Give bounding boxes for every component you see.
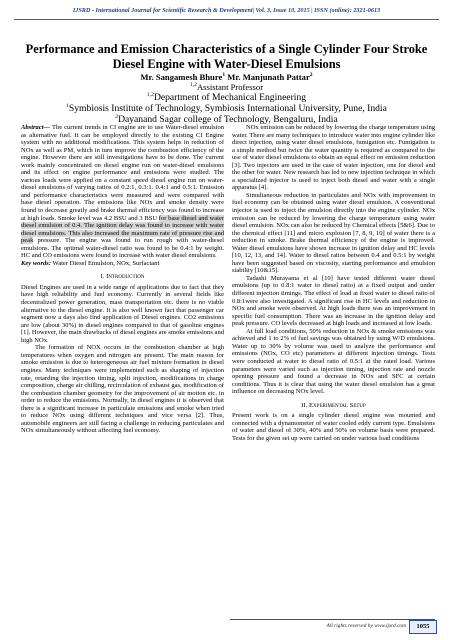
department-line	[20, 92, 433, 103]
author-2-sup: 2	[309, 72, 313, 79]
intro-paragraph-2: The formation of NOX occurs in the combustion chamber at high temperatures when oxygen and nitrogen are present. The main reason for smoke emission is due to heterogeneous air fuel mixture formation in diesel engines. Many techniques were implemented such as shaping of injection rate, retarding the injection timing, split injection, modifications in charge composition, charge air chilling, recirculation of exhaust gas, modification of the combustion chamber geometry for the improvement of air motion etc. in order to reduce the emissions. Normally, in diesel engines it is observed that there is a significant increase in particulate emissions and smoke when tried to reduce NOx using different techniques and vice versa [2]. Thus, automobile engineers are still facing a challenge in reducing particulates and NOx simultaneously without affecting fuel economy.	[21, 344, 224, 435]
institution-2-sup: 2	[115, 113, 119, 120]
abstract	[21, 124, 224, 260]
footer-divider	[230, 619, 435, 620]
page-footer	[0, 616, 453, 640]
department: Department of Mechanical Engineering	[153, 92, 307, 103]
body-paragraph-4: At full load conditions, 50% reduction in NOx & smoke emissions was achieved and 1 to 2% of fuel savings was obtained by using W/D emulsions. Water up to 30% by volume was used to analyze the performance and emissions (NOx, CO etc) parameters at different injection timings. Tests were conducted at water to diesel ratio of 0.5:1 at the rated load. Various parameters were varied such as injection timing, injection rate and nozzle opening pressure and found a decrease in NOx and SFC at certain conditions. Thus it is clear that using the water diesel emulsion has a great influence on decreasing NOx level.	[232, 327, 435, 396]
abstract-label: Abstract—	[21, 124, 51, 131]
abstract-text-b: pressure. The engine was found to run rough with water-diesel emulsions. The optimal water-diesel ratio was found to be 0.4:1 by weight. HC and CO emissions were found to increase with water diesel emulsions.	[21, 237, 224, 260]
designation: Assistant Professor	[196, 82, 264, 92]
author-line	[20, 72, 433, 82]
paper-title: Performance and Emission Characteristics of a Single Cylinder Four Stroke Diesel Engine with Water-Diesel Emulsions	[25, 42, 428, 71]
author-2: Mr. Manjunath Pattar	[225, 72, 310, 82]
institution-2: Dayanand Sagar college of Technology, Bengaluru, India	[118, 114, 338, 125]
setup-paragraph: Present work is on a single cylinder diesel engine was mounted and connected with a dynamometer of water cooled eddy current type. Emulsions of water and diesel of 30%, 40% and 50% on volume basis were prepared. Tests for the given set up were carried on under various load conditions	[232, 412, 435, 442]
section-heading-introduction: I. Introduction	[100, 273, 145, 281]
keywords	[21, 260, 224, 268]
department-sup: 1,2	[146, 91, 154, 98]
abstract-text-a: The current trends in CI engine are to use Water-diesel emulsion as alternative fuel. It can be employed directly to the existing CI Engine system with no additional modifications. This system helps in reduction of NOx as well as PM, which in turn improve the combustion efficiency of the engine. However there are still investigations have to be done. The current work mainly concentrated on diesel engine run on water-diesel emulsions and its effect on engine performance and emissions were studied. The various loads were applied on a constant speed diesel engine run on water-diesel emulsions of varying ratios of 0.2:1, 0.3:1. 0.4:1 and 0.5:1. Emission and performance characteristics were measured and were compared with base diesel operation. The emissions like NOx and smoke density were found to decrease greatly and brake thermal efficiency was found to increase at high loads. Smoke level was 4.2 BSU and 3 BSU	[21, 124, 224, 222]
keywords-text: Water Diesel Emulsion, NOx, Surfactant	[51, 259, 160, 267]
footer-rights: All rights reserved by www.ijsrd.com	[326, 623, 406, 629]
right-column	[232, 124, 435, 442]
header-divider	[14, 19, 439, 20]
journal-header	[0, 4, 453, 28]
institution-1: Symbiosis Institute of Technology, Symbiosis International University, Pune, India	[68, 103, 387, 114]
abstract-highlighted-text: for base diesel and water diesel emulsion of 0.4. The ignition delay was found to increase with water diesel emulsions. This also increased the maximum rate of pressure rise and peak	[21, 214, 225, 245]
author-1: Mr. Sangamesh Bhure	[140, 72, 223, 82]
designation-sup: 1,2	[189, 82, 197, 89]
intro-paragraph-1: Diesel Engines are used in a wide range of applications due to fact that they have high reliability and fuel economy. Currently in several fields like decentralized power generation, mass transportation etc. there is no viable alternative to the diesel engine. It is also well known fact that passenger car segment now a days also find application of Diesel engines. CO2 emissions are low (about 30%) in diesel engines compared to that of gasoline engines [1]. However, the main drawbacks of diesel engines are smoke emissions and high NOx.	[21, 283, 224, 344]
body-paragraph-3: Tadashi Murayama et al [10] have tested different water diesel emulsions (up to 0.8:1 water to diesel ratio) at a fixed output and under different injection timings. The effect of load at fixed water to diesel ratio of 0.8:1were also investigated. A significant rise in HC levels and reduction in NOx and smoke were observed. At high loads there was an improvement in specific fuel consumption. There was an increase in the ignition delay and peak pressure. CO levels decreased at high loads and increased at low loads.	[232, 274, 435, 328]
page-number: 1055	[409, 620, 437, 634]
left-column	[21, 124, 224, 435]
body-paragraph-1: NOx emission can be reduced by lowering the charge temperature using water. There are many techniques to introduce water into engine cylinder like direct injection, using water diesel emulsions, fumigation etc. Fumigation is a simple method but twice the water quantity is required as compared to the use of water diesel emulsions to obtain an equal effect on emission reduction [3]. Two injectors are used in the case of water injection, one for diesel and the other for water. New research has led to new injection technique in which a specialized injector is used to inject both diesel and water with a single apparatus [4].	[232, 124, 435, 192]
institution-1-sup: 1	[66, 102, 69, 109]
author-1-sup: 1	[222, 72, 226, 79]
designation-line	[20, 82, 433, 92]
body-paragraph-2: Simultaneous reduction in particulates and NOx with improvement in fuel economy can be obtained using water diesel emulsion. A conventional injector is used to inject the emulsion directly into the engine cylinder. NOx emission can be reduced by lowering the charge temperature using water diesel emulsion. NOx can also be reduced by Chemical effects [5&6]. Due to the chemical effect [11] and micro explosion [7, 8, 9, 10] of water there is a reduction in smoke. Brake thermal efficiency of the engine is improved. Water diesel emulsions have shown increase in ignition delay and HC levels [10, 12, 13, and 14]. Water to diesel ratios between 0.4 and 0.5:1 by weight have been suggested based on viscosity, starting performance and emulsion stability [10&15].	[232, 191, 435, 275]
journal-header-text: IJSRD - International Journal for Scientific Research & Development| Vol. 3, Issue 10, 2015 | ISSN (online): 2321-0613	[72, 7, 381, 14]
institution-1-line	[20, 103, 433, 114]
keywords-label: Key words:	[21, 259, 52, 267]
title-block	[20, 42, 433, 125]
section-heading-experimental-setup: II. Experimental Setup	[301, 401, 366, 409]
